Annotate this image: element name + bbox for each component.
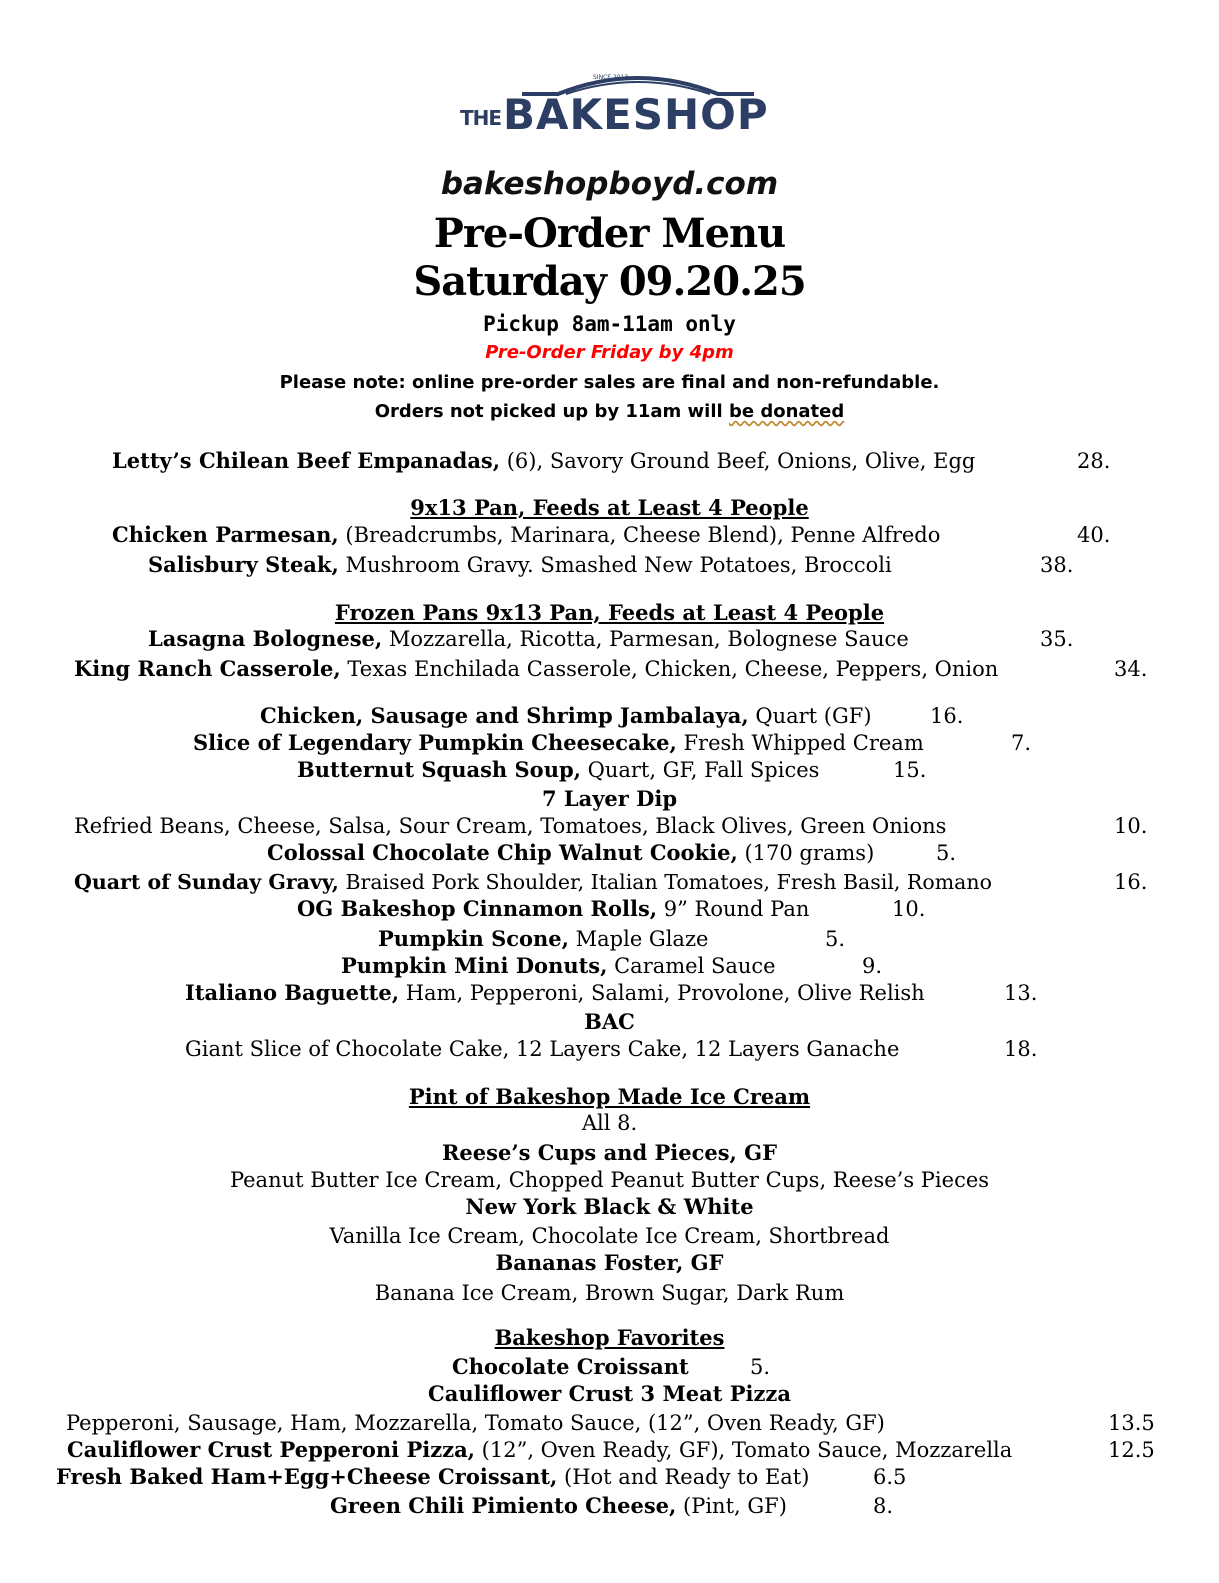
menu-item-7-layer-dip: 7 Layer Dip xyxy=(541,786,678,811)
section-ice-cream: Pint of Bakeshop Made Ice Cream xyxy=(408,1084,811,1109)
price-cookie: 5. xyxy=(936,841,957,865)
menu-item-chocolate-croissant: Chocolate Croissant xyxy=(452,1354,689,1379)
price-ham-croissant: 6.5 xyxy=(873,1465,907,1489)
section-9x13-pan: 9x13 Pan, Feeds at Least 4 People xyxy=(410,495,809,520)
pickup-hours: Pickup 8am-11am only xyxy=(483,312,736,336)
refund-note: Please note: online pre-order sales are final and non-refundable. xyxy=(279,372,940,393)
menu-item-bac: BAC xyxy=(584,1009,635,1034)
bac-description: Giant Slice of Chocolate Cake, 12 Layers Cake, 12 Layers Ganache xyxy=(185,1037,900,1061)
website-url: bakeshopboyd.com xyxy=(440,166,779,202)
menu-item-meat-pizza: Cauliflower Crust 3 Meat Pizza xyxy=(428,1381,791,1406)
price-7-layer-dip: 10. xyxy=(1114,814,1148,838)
section-favorites: Bakeshop Favorites xyxy=(494,1325,725,1350)
ice-cream-flavor-name: New York Black & White xyxy=(465,1194,754,1219)
price-jambalaya: 16. xyxy=(930,704,964,728)
menu-item-cookie: Colossal Chocolate Chip Walnut Cookie, (170 grams) xyxy=(267,840,875,865)
menu-item-salisbury-steak: Salisbury Steak, Mushroom Gravy. Smashed New Potatoes, Broccoli xyxy=(148,552,892,577)
price-chicken-parmesan: 40. xyxy=(1077,523,1111,547)
price-sunday-gravy: 16. xyxy=(1114,870,1148,894)
menu-item-ham-croissant: Fresh Baked Ham+Egg+Cheese Croissant, (Hot and Ready to Eat) xyxy=(56,1464,810,1489)
price-cheesecake: 7. xyxy=(1011,731,1032,755)
logo-wordmark: BAKESHOP xyxy=(503,90,769,139)
ice-cream-flavor-desc: Banana Ice Cream, Brown Sugar, Dark Rum xyxy=(374,1281,845,1305)
menu-item-jambalaya: Chicken, Sausage and Shrimp Jambalaya, Quart (GF) xyxy=(260,703,872,728)
ice-cream-flavor-name: Bananas Foster, GF xyxy=(495,1250,724,1275)
price-cinnamon-rolls: 10. xyxy=(892,897,926,921)
price-salisbury-steak: 38. xyxy=(1040,553,1074,577)
menu-item-pumpkin-donuts: Pumpkin Mini Donuts, Caramel Sauce xyxy=(341,953,776,978)
price-empanadas: 28. xyxy=(1077,449,1111,473)
ice-cream-price: All 8. xyxy=(581,1111,638,1135)
price-baguette: 13. xyxy=(1004,981,1038,1005)
menu-item-pimiento-cheese: Green Chili Pimiento Cheese, (Pint, GF) xyxy=(330,1493,787,1518)
pickup-note-text: Orders not picked up by 11am will xyxy=(374,401,729,422)
menu-item-chicken-parmesan: Chicken Parmesan, (Breadcrumbs, Marinara, Cheese Blend), Penne Alfredo xyxy=(112,522,941,547)
price-pimiento-cheese: 8. xyxy=(873,1494,894,1518)
menu-item-cheesecake: Slice of Legendary Pumpkin Cheesecake, Fresh Whipped Cream xyxy=(193,730,924,755)
menu-item-pepperoni-pizza: Cauliflower Crust Pepperoni Pizza, (12”, Oven Ready, GF), Tomato Sauce, Mozzarella xyxy=(67,1437,1013,1462)
logo-the: THE xyxy=(460,106,502,130)
price-king-ranch: 34. xyxy=(1114,657,1148,681)
menu-item-squash-soup: Butternut Squash Soup, Quart, GF, Fall Spices xyxy=(297,757,820,782)
menu-item-baguette: Italiano Baguette, Ham, Pepperoni, Salami, Provolone, Olive Relish xyxy=(185,980,925,1005)
menu-item-cinnamon-rolls: OG Bakeshop Cinnamon Rolls, 9” Round Pan xyxy=(297,896,810,921)
preorder-deadline: Pre-Order Friday by 4pm xyxy=(485,342,734,363)
page-title: Pre-Order Menu xyxy=(433,210,786,257)
price-bac: 18. xyxy=(1004,1037,1038,1061)
price-meat-pizza: 13.5 xyxy=(1108,1411,1155,1435)
dip-description: Refried Beans, Cheese, Salsa, Sour Cream, Tomatoes, Black Olives, Green Onions xyxy=(74,814,947,838)
menu-item-pumpkin-scone: Pumpkin Scone, Maple Glaze xyxy=(378,926,709,951)
menu-date: Saturday 09.20.25 xyxy=(413,258,806,305)
ice-cream-flavor-name: Reese’s Cups and Pieces, GF xyxy=(441,1140,778,1165)
pickup-note xyxy=(0,401,1219,422)
ice-cream-flavor-desc: Vanilla Ice Cream, Chocolate Ice Cream, Shortbread xyxy=(329,1224,890,1248)
price-chocolate-croissant: 5. xyxy=(750,1355,771,1379)
menu-item-king-ranch: King Ranch Casserole, Texas Enchilada Casserole, Chicken, Cheese, Peppers, Onion xyxy=(74,656,999,681)
section-frozen-pans: Frozen Pans 9x13 Pan, Feeds at Least 4 People xyxy=(334,600,885,625)
menu-item-sunday-gravy: Quart of Sunday Gravy, Braised Pork Shoulder, Italian Tomatoes, Fresh Basil, Romano xyxy=(74,870,992,894)
menu-item-lasagna: Lasagna Bolognese, Mozzarella, Ricotta, Parmesan, Bolognese Sauce xyxy=(148,626,909,651)
ice-cream-flavor-desc: Peanut Butter Ice Cream, Chopped Peanut Butter Cups, Reese’s Pieces xyxy=(229,1168,990,1192)
price-squash-soup: 15. xyxy=(893,758,927,782)
price-pepperoni-pizza: 12.5 xyxy=(1108,1438,1155,1462)
meat-pizza-description: Pepperoni, Sausage, Ham, Mozzarella, Tomato Sauce, (12”, Oven Ready, GF) xyxy=(66,1411,885,1435)
price-pumpkin-donuts: 9. xyxy=(862,954,883,978)
bakeshop-logo xyxy=(458,68,768,144)
pickup-note-donated: be donated xyxy=(728,401,845,422)
price-lasagna: 35. xyxy=(1040,627,1074,651)
menu-item-empanadas: Letty’s Chilean Beef Empanadas, (6), Savory Ground Beef, Onions, Olive, Egg xyxy=(112,448,976,473)
price-pumpkin-scone: 5. xyxy=(825,927,846,951)
logo-since: SINCE 2013 xyxy=(593,74,629,81)
